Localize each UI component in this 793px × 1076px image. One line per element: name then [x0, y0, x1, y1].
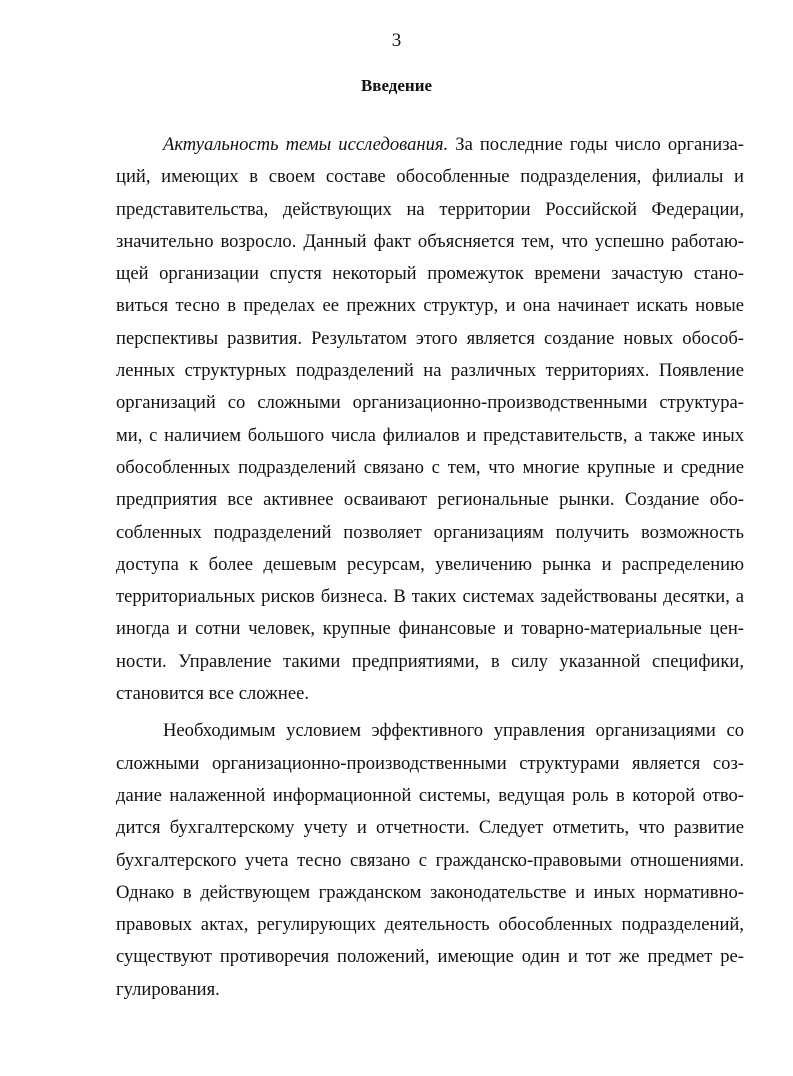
paragraph-line: гулирования. — [116, 978, 220, 1000]
paragraph-line: виться тесно в пределах ее прежних структур, и она начинает искать новые — [116, 295, 744, 317]
paragraph-line: собленных подразделений позволяет организациям получить возможность — [116, 521, 744, 543]
paragraph-line: представительства, действующих на территории Российской Федерации, — [116, 198, 744, 220]
paragraph-line: ми, с наличием большого числа филиалов и представительств, а также иных — [116, 424, 744, 446]
paragraph-line: доступа к более дешевым ресурсам, увеличению рынка и распределению — [116, 553, 744, 575]
page-number: 3 — [391, 30, 402, 51]
paragraph-line: становится все сложнее. — [116, 683, 310, 705]
paragraph-necessary-condition — [116, 717, 744, 1008]
document-body — [116, 131, 744, 1008]
paragraph-line: значительно возросло. Данный факт объясняется тем, что успешно работаю- — [116, 230, 744, 252]
paragraph-line: правовых актах, регулирующих деятельность обособленных подразделений, — [116, 914, 744, 936]
paragraph-line: ности. Управление такими предприятиями, в силу указанной специфики, — [116, 650, 744, 672]
topic-relevance-heading: Актуальность темы исследования. — [163, 134, 449, 155]
paragraph-line: перспективы развития. Результатом этого является создание новых обособ- — [116, 327, 744, 349]
paragraph-line: предприятия все активнее осваивают региональные рынки. Создание обо- — [116, 489, 744, 511]
paragraph-line: иногда и сотни человек, крупные финансовые и товарно-материальные цен- — [116, 618, 744, 640]
paragraph-line: сложными организационно-производственными структурами является соз- — [116, 752, 744, 774]
paragraph-line: бухгалтерского учета тесно связано с гражданско-правовыми отношениями. — [116, 849, 744, 871]
paragraph-line: щей организации спустя некоторый промежуток времени зачастую стано- — [116, 263, 744, 285]
paragraph-line — [116, 131, 744, 163]
paragraph-line: Необходимым условием эффективного управления организациями со — [163, 720, 744, 742]
paragraph-line-text: За последние годы число организа- — [448, 134, 744, 155]
paragraph-line: обособленных подразделений связано с тем, что многие крупные и средние — [116, 456, 744, 478]
paragraph-line: ций, имеющих в своем составе обособленные подразделения, филиалы и — [116, 166, 744, 188]
paragraph-relevance — [116, 131, 744, 712]
paragraph-line: дание налаженной информационной системы, ведущая роль в которой отво- — [116, 784, 744, 806]
paragraph-line: территориальных рисков бизнеса. В таких системах задействованы десятки, а — [116, 586, 744, 608]
paragraph-line: существуют противоречия положений, имеющие один и тот же предмет ре- — [116, 946, 744, 968]
section-title: Введение — [360, 76, 433, 95]
paragraph-line: дится бухгалтерскому учету и отчетности. Следует отметить, что развитие — [116, 817, 744, 839]
paragraph-line: организаций со сложными организационно-производственными структура- — [116, 392, 744, 414]
paragraph-line: ленных структурных подразделений на различных территориях. Появление — [116, 360, 744, 382]
paragraph-line: Однако в действующем гражданском законодательстве и иных нормативно- — [116, 881, 744, 903]
